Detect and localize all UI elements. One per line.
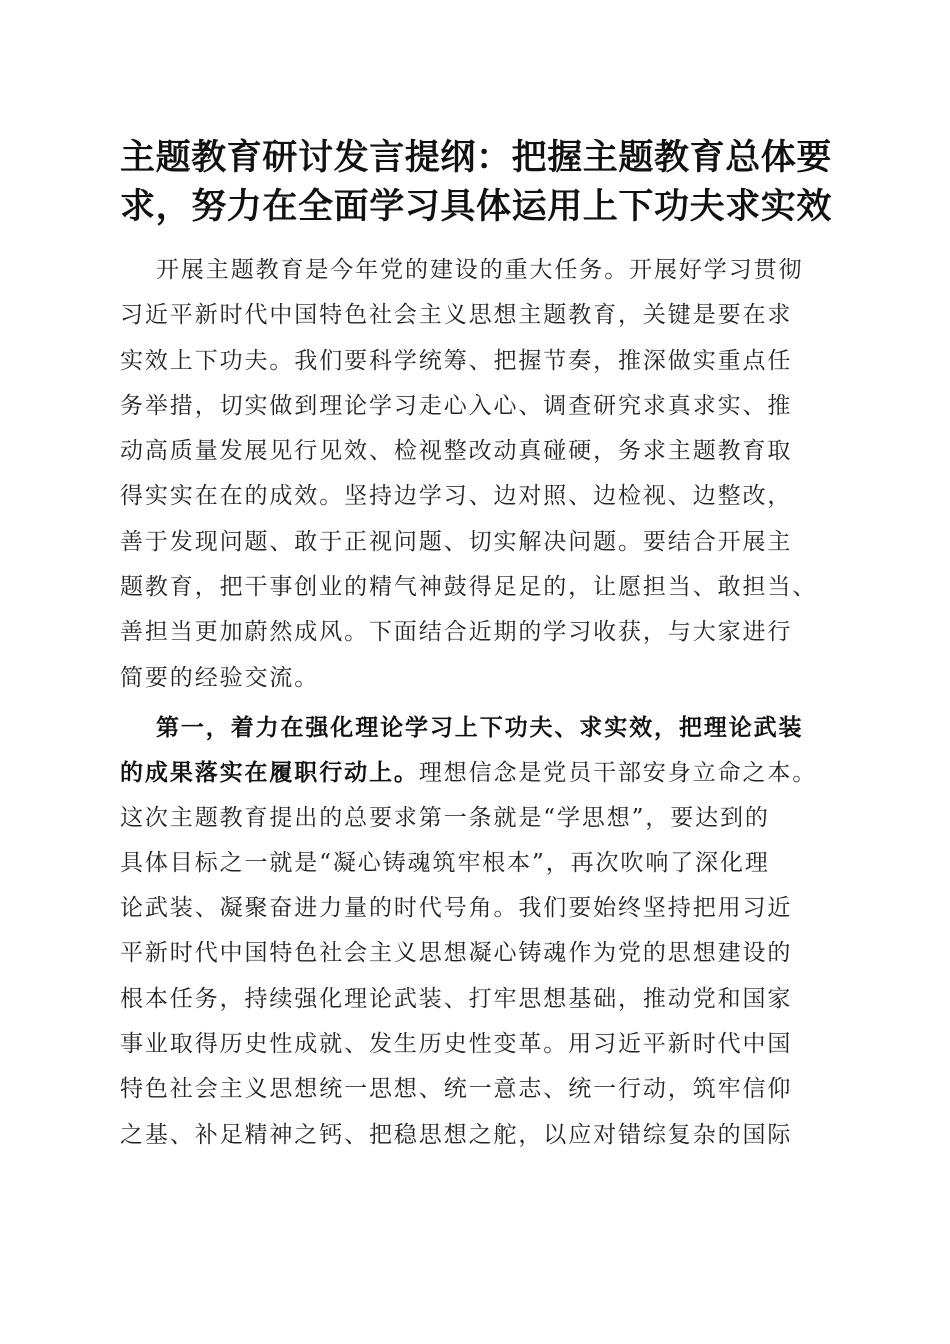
text-line: 论武装、凝聚奋进力量的时代号角。我们要始终坚持把用习近 bbox=[120, 895, 793, 922]
text-line: 善于发现问题、敢于正视问题、切实解决问题。要结合开展主 bbox=[120, 528, 793, 555]
title-line: 主题教育研讨发言提纲：把握主题教育总体要 bbox=[120, 138, 833, 178]
text-line: 根本任务，持续强化理论武装、打牢思想基础，推动党和国家 bbox=[120, 985, 793, 1012]
text-line: 特色社会主义思想统一思想、统一意志、统一行动，筑牢信仰 bbox=[120, 1076, 793, 1103]
paragraph-intro bbox=[120, 248, 836, 701]
text-line: 务举措，切实做到理论学习走心入心、调查研究求真求实、推 bbox=[120, 392, 793, 419]
section-heading-end: 的成果落实在履职行动上。 bbox=[120, 759, 419, 787]
title-line: 求，努力在全面学习具体运用上下功夫求实效 bbox=[120, 187, 833, 227]
document-body bbox=[120, 248, 836, 1158]
text-run: 理想信念是党员干部安身立命之本。 bbox=[418, 760, 818, 787]
text-line: 动高质量发展见行见效、检视整改动真碰硬，务求主题教育取 bbox=[120, 438, 793, 465]
text-line bbox=[120, 750, 836, 795]
text-line: 得实实在在的成效。坚持边学习、边对照、边检视、边整改， bbox=[120, 483, 793, 510]
text-line: 习近平新时代中国特色社会主义思想主题教育，关键是要在求 bbox=[120, 302, 793, 329]
paragraph-first-point bbox=[120, 705, 836, 1158]
text-line: 之基、补足精神之钙、把稳思想之舵，以应对错综复杂的国际 bbox=[120, 1121, 793, 1148]
text-line: 这次主题教育提出的总要求第一条就是“学思想”，要达到的 bbox=[120, 804, 770, 831]
text-line: 具体目标之一就是“凝心铸魂筑牢根本”，再次吹响了深化理 bbox=[120, 849, 770, 876]
document-title bbox=[120, 134, 836, 232]
text-line: 简要的经验交流。 bbox=[120, 664, 320, 691]
section-heading-line: 第一，着力在强化理论学习上下功夫、求实效，把理论武装 bbox=[156, 713, 804, 741]
text-line: 平新时代中国特色社会主义思想凝心铸魂作为党的思想建设的 bbox=[120, 940, 793, 967]
text-line: 事业取得历史性成就、发生历史性变革。用习近平新时代中国 bbox=[120, 1031, 793, 1058]
text-line: 善担当更加蔚然成风。下面结合近期的学习收获，与大家进行 bbox=[120, 619, 793, 646]
text-line: 实效上下功夫。我们要科学统筹、把握节奏，推深做实重点任 bbox=[120, 347, 793, 374]
text-line: 开展主题教育是今年党的建设的重大任务。开展好学习贯彻 bbox=[156, 257, 804, 283]
text-line: 题教育，把干事创业的精气神鼓得足足的，让愿担当、敢担当、 bbox=[120, 574, 818, 601]
